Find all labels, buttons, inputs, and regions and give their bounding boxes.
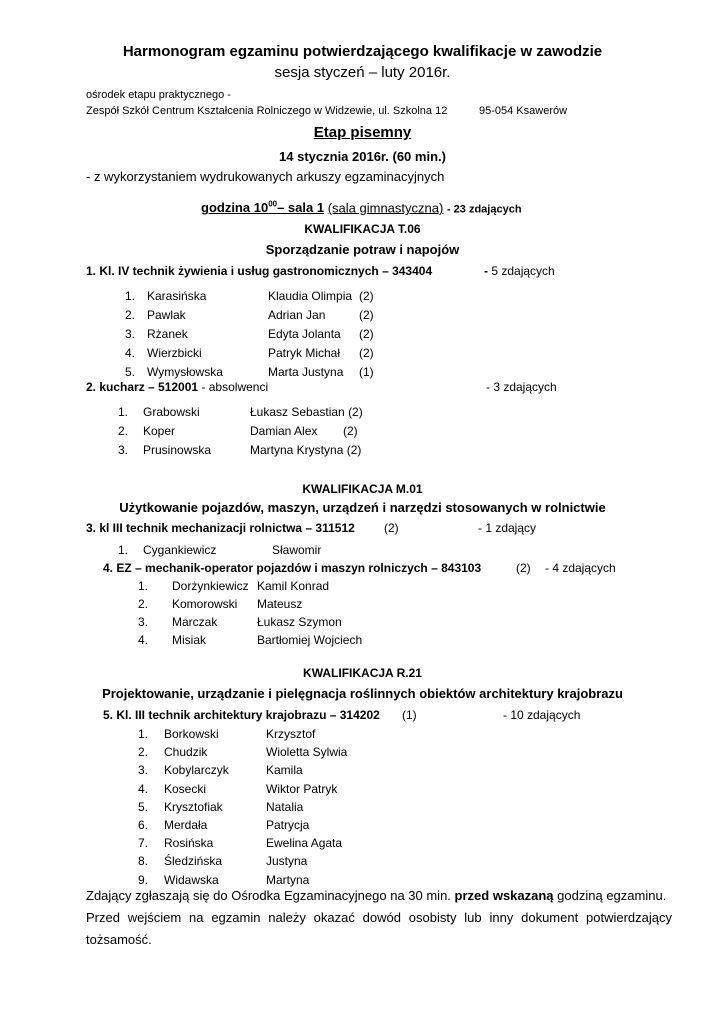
student-names: Marta Justyna bbox=[268, 365, 344, 379]
group-4-title: 4. EZ – mechanik-operator pojazdów i maszyn rolniczych – 843103 bbox=[103, 561, 482, 575]
student-names: Natalia bbox=[266, 799, 304, 814]
center-label: ośrodek etapu praktycznego - bbox=[86, 89, 231, 101]
student-names: Mateusz bbox=[257, 597, 303, 611]
student-number: 3. bbox=[125, 327, 136, 341]
student-number: 9. bbox=[138, 872, 149, 887]
center-postal: 95-054 Ksawerów bbox=[479, 105, 568, 117]
student-names: Łukasz Sebastian (2) bbox=[250, 405, 363, 419]
student-names: Patrycja bbox=[266, 818, 310, 832]
student-names: Kamil Konrad bbox=[257, 579, 330, 593]
student-surname: Pawlak bbox=[147, 308, 186, 322]
student-surname: Krysztofiak bbox=[164, 799, 223, 814]
group-5-title: 5. Kl. III technik architektury krajobrazu – 314202 bbox=[103, 708, 380, 722]
student-surname: Komorowski bbox=[172, 597, 238, 611]
student-number: 5. bbox=[138, 799, 149, 814]
student-names: Edyta Jolanta bbox=[268, 327, 341, 341]
student-number: 6. bbox=[138, 818, 149, 832]
student-number: 1. bbox=[138, 579, 149, 593]
student-names: Adrian Jan bbox=[268, 308, 326, 322]
group-4-mark: (2) bbox=[516, 561, 531, 575]
student-number: 2. bbox=[138, 745, 149, 760]
student-surname: Dorżynkiewicz bbox=[172, 579, 249, 593]
student-surname: Kobylarczyk bbox=[164, 763, 229, 778]
stage-note: - z wykorzystaniem wydrukowanych arkuszy egzaminacyjnych bbox=[86, 169, 445, 184]
student-number: 3. bbox=[138, 615, 149, 629]
group-5-count: - 10 zdających bbox=[503, 708, 581, 722]
group-1-count: - 5 zdających bbox=[484, 264, 555, 278]
student-number: 5. bbox=[125, 365, 136, 379]
student-names: Wioletta Sylwia bbox=[266, 745, 348, 760]
session-room-detail: (sala gimnastyczna) bbox=[327, 200, 444, 216]
student-number: 4. bbox=[125, 346, 136, 360]
group-5-mark: (1) bbox=[402, 708, 417, 722]
student-mark: (2) bbox=[359, 308, 374, 322]
stage-date: 14 stycznia 2016r. (60 min.) bbox=[279, 149, 446, 164]
student-number: 3. bbox=[118, 443, 129, 457]
student-surname: Koper bbox=[143, 424, 176, 438]
footer-line-1: Zdający zgłaszają się do Ośrodka Egzaminacyjnego na 30 min. przed wskazaną godziną egzaminu. bbox=[86, 888, 667, 903]
session-time-line bbox=[201, 200, 522, 215]
student-mark: (1) bbox=[359, 365, 374, 379]
qualification-name-m01: Użytkowanie pojazdów, maszyn, urządzeń i narzędzi stosowanych w rolnictwie bbox=[119, 500, 606, 515]
student-number: 7. bbox=[138, 836, 149, 851]
student-names: Bartłomiej Wojciech bbox=[257, 633, 363, 647]
session-total: - 23 zdających bbox=[446, 203, 522, 216]
session-hour: godzina $10^{00}-$ sala 1 bbox=[201, 200, 325, 216]
session-subtitle: sesja styczeń – luty 2016r. bbox=[274, 64, 451, 81]
student-names: Martyna Krystyna (2) bbox=[250, 443, 362, 457]
student-surname: Merdała bbox=[164, 818, 208, 832]
student-number: 8. bbox=[138, 854, 149, 869]
student-number: 1. bbox=[138, 727, 149, 741]
student-number: 2. bbox=[125, 308, 136, 322]
student-number: 2. bbox=[118, 424, 129, 438]
stage-title: Etap pisemny bbox=[313, 124, 412, 141]
footer-line-3: tożsamość. bbox=[86, 932, 152, 947]
student-names: Damian Alex bbox=[250, 424, 318, 438]
student-surname: Cygankiewicz bbox=[143, 543, 217, 557]
student-names: Kamila bbox=[266, 763, 303, 778]
student-surname: Wierzbicki bbox=[147, 346, 202, 360]
student-number: 2. bbox=[138, 597, 149, 611]
student-number: 4. bbox=[138, 781, 149, 796]
center-name: Zespół Szkół Centrum Kształcenia Rolniczego w Widzewie, ul. Szkolna 12 bbox=[86, 105, 448, 117]
student-number: 4. bbox=[138, 633, 149, 647]
student-names: Łukasz Szymon bbox=[257, 615, 342, 629]
qualification-name-r21: Projektowanie, urządzanie i pielęgnacja roślinnych obiektów architektury krajobrazu bbox=[102, 686, 623, 701]
student-number: 1. bbox=[118, 405, 129, 419]
group-2-count: - 3 zdających bbox=[486, 380, 557, 394]
student-surname: Śledzińska bbox=[164, 854, 223, 869]
student-surname: Misiak bbox=[172, 633, 207, 647]
student-names: Martyna bbox=[266, 872, 310, 887]
student-surname: Wymysłowska bbox=[147, 365, 223, 379]
student-surname: Karasińska bbox=[147, 289, 207, 303]
student-names: Patryk Michał bbox=[268, 346, 341, 360]
group-3-title: 3. kl III technik mechanizacji rolnictwa – 311512 bbox=[86, 521, 355, 535]
group-4-count: - 4 zdających bbox=[545, 561, 616, 575]
student-names: Krzysztof bbox=[266, 727, 316, 741]
group-1-title: 1. Kl. IV technik żywienia i usług gastronomicznych – 343404 bbox=[86, 264, 433, 278]
student-surname: Rżanek bbox=[147, 327, 188, 341]
qualification-code-t06: KWALIFIKACJA T.06 bbox=[304, 222, 421, 236]
student-surname: Borkowski bbox=[164, 727, 219, 741]
group-2-title: 2. kucharz – 512001 - absolwenci bbox=[86, 380, 269, 394]
qualification-code-m01: KWALIFIKACJA M.01 bbox=[302, 482, 423, 496]
student-names: Klaudia Olimpia bbox=[268, 289, 353, 303]
student-surname: Chudzik bbox=[164, 745, 208, 760]
student-names: Justyna bbox=[266, 854, 308, 869]
student-mark: (2) bbox=[359, 289, 374, 303]
student-surname: Widawska bbox=[164, 872, 219, 887]
student-mark: (2) bbox=[359, 346, 374, 360]
student-number: 1. bbox=[125, 289, 136, 303]
group-3-count: - 1 zdający bbox=[478, 521, 537, 535]
student-number: 3. bbox=[138, 763, 149, 778]
qualification-code-r21: KWALIFIKACJA R.21 bbox=[303, 666, 422, 680]
student-surname: Rosińska bbox=[164, 836, 214, 851]
student-mark: (2) bbox=[343, 424, 358, 438]
student-surname: Grabowski bbox=[143, 405, 200, 419]
student-surname: Kosecki bbox=[164, 781, 207, 796]
student-surname: Prusinowska bbox=[143, 443, 212, 457]
footer-line-2: Przed wejściem na egzamin należy okazać dowód osobisty lub inny dokument potwierdzający bbox=[86, 910, 672, 925]
document-title: Harmonogram egzaminu potwierdzającego kwalifikacje w zawodzie bbox=[122, 43, 603, 60]
student-names: Sławomir bbox=[272, 543, 322, 557]
student-names: Wiktor Patryk bbox=[266, 781, 338, 796]
student-number: 1. bbox=[118, 543, 129, 557]
qualification-name-t06: Sporządzanie potraw i napojów bbox=[265, 242, 460, 257]
student-mark: (2) bbox=[359, 327, 374, 341]
student-names: Ewelina Agata bbox=[266, 836, 343, 851]
group-3-mark: (2) bbox=[384, 521, 399, 535]
student-surname: Marczak bbox=[172, 615, 218, 629]
